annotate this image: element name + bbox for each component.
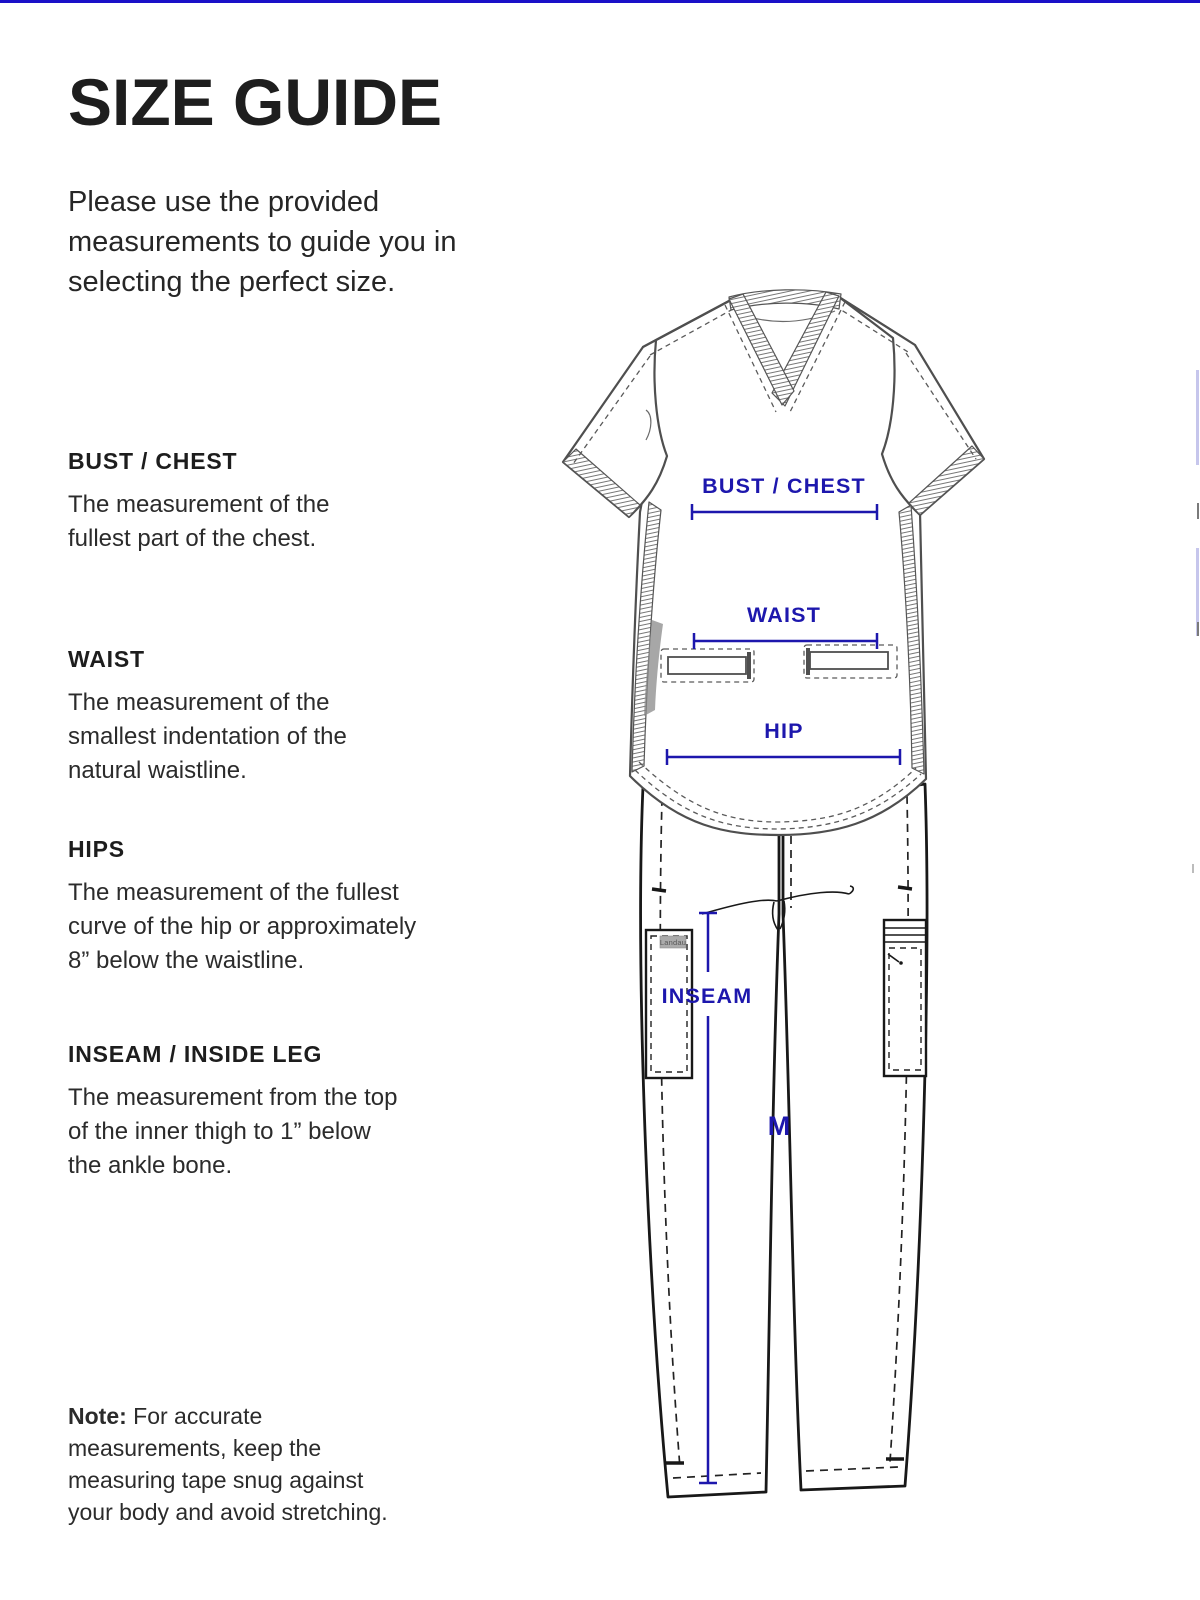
section-heading-waist: WAIST [68, 646, 145, 672]
intro-line: measurements to guide you in [68, 226, 457, 258]
note-block [68, 1400, 388, 1528]
section-body-line: natural waistline. [68, 757, 247, 784]
size-letter-label: M [767, 1111, 791, 1141]
note-line: measuring tape snug against [68, 1467, 364, 1493]
section-body-line: 8” below the waistline. [68, 947, 305, 974]
bust-chest-measure [692, 474, 877, 520]
section-body-line: The measurement of the [68, 491, 330, 518]
section-body-line: the ankle bone. [68, 1152, 233, 1179]
size-diagram [530, 280, 1000, 1520]
note-label: Note: [68, 1403, 127, 1429]
page-edge-artifact [1196, 370, 1199, 465]
section-body-line: The measurement of the fullest [68, 879, 399, 906]
note-line: measurements, keep the [68, 1435, 322, 1461]
section-body-line: fullest part of the chest. [68, 525, 317, 552]
brand-tag-label: Landau [659, 938, 687, 947]
page-edge-artifact [1192, 864, 1194, 873]
intro-line: Please use the provided [68, 186, 380, 218]
right-cargo-pocket [884, 920, 926, 1076]
page-edge-artifact [1197, 503, 1199, 519]
note-line [68, 1400, 388, 1432]
waist-measure-label: WAIST [746, 603, 822, 627]
section-body-line: smallest indentation of the [68, 723, 347, 750]
section-body-line: The measurement from the top [68, 1084, 398, 1111]
section-heading-hips: HIPS [68, 836, 125, 862]
bust-chest-measure-label: BUST / CHEST [702, 474, 866, 498]
note-line-rest: For accurate [126, 1403, 263, 1429]
hip-measure-label: HIP [764, 719, 804, 743]
section-hips [68, 836, 416, 978]
top-accent-border [0, 0, 1200, 3]
intro-line: selecting the perfect size. [68, 266, 396, 298]
section-heading-inseam: INSEAM / INSIDE LEG [68, 1041, 323, 1067]
inseam-measure-label: INSEAM [661, 984, 753, 1008]
section-body-line: curve of the hip or approximately [68, 913, 417, 940]
section-body-line: The measurement of the [68, 689, 330, 716]
section-heading-bust-chest: BUST / CHEST [68, 448, 238, 474]
page-edge-artifact [1197, 622, 1199, 636]
section-waist [68, 646, 347, 788]
note-line: your body and avoid stretching. [68, 1499, 388, 1525]
section-body-line: of the inner thigh to 1” below [68, 1118, 371, 1145]
scrub-top-illustration [563, 290, 984, 835]
page-title: SIZE GUIDE [68, 65, 443, 139]
section-bust-chest [68, 448, 329, 556]
intro-text [68, 182, 457, 302]
section-inseam [68, 1041, 397, 1183]
